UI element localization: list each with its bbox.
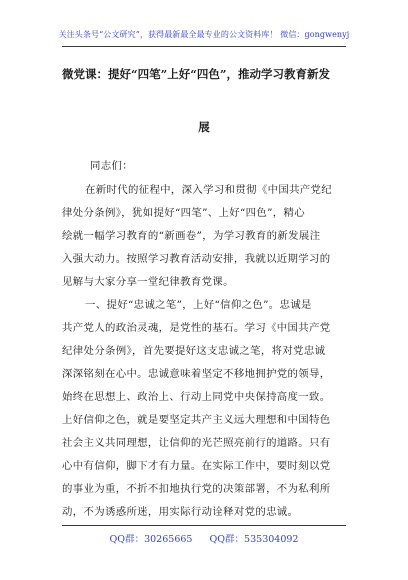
body-line: 见解与大家分享一堂纪律教育党课。 [62, 276, 234, 288]
body-line: 心中有信仰，脚下才有力量。在实际工作中，要时刻以党 [62, 460, 331, 472]
footer-qq-group-2: QQ群：535304092 [209, 534, 299, 545]
body-line: 一、提好“忠诚之笔”，上好“信仰之色”。忠诚是 [85, 299, 312, 311]
body-line: 绘就一幅学习教育的“新画卷”，为学习教育的新发展注 [62, 230, 321, 242]
body-line: 的事业为重，不折不扣地执行党的决策部署，不为私利所 [62, 483, 331, 495]
document-title-line-2: 展 [198, 120, 210, 134]
body-line: 动，不为诱惑所迷，用实际行动诠释对党的忠诚。 [62, 506, 299, 518]
footer-contact [0, 531, 408, 545]
footer-qq-group-1: QQ群：30265665 [109, 534, 193, 545]
body-line: 入强大动力。按照学习教育活动安排，我就以近期学习的 [62, 253, 331, 265]
body-line: 在新时代的征程中，深入学习和贯彻《中国共产党纪 [85, 184, 333, 196]
document-title-line-1: 微党课：提好“四笔”上好“四色”，推动学习教育新发 [62, 67, 330, 81]
salutation-line: 同志们： [90, 160, 133, 172]
header-promo-note: 关注头条号“公文研究”，获得最新最全最专业的公文资料库！ 微信：gongwenyj [58, 30, 350, 39]
body-line: 上好信仰之色，就是要坚定共产主义远大理想和中国特色 [62, 414, 331, 426]
footer-divider [62, 525, 346, 526]
body-line: 社会主义共同理想，让信仰的光芒照亮前行的道路。只有 [62, 437, 331, 449]
body-line: 始终在思想上、政治上、行动上同党中央保持高度一致。 [62, 391, 331, 403]
body-line: 纪律处分条例》，首先要提好这支忠诚之笔，将对党忠诚 [62, 345, 326, 357]
body-line: 共产党人的政治灵魂，是党性的基石。学习《中国共产党 [62, 322, 331, 334]
body-line: 律处分条例》，犹如提好“四笔”、上好“四色”，精心 [62, 207, 305, 219]
body-line: 深深铭刻在心中。忠诚意味着坚定不移地拥护党的领导， [62, 368, 331, 380]
header-divider [62, 46, 346, 47]
